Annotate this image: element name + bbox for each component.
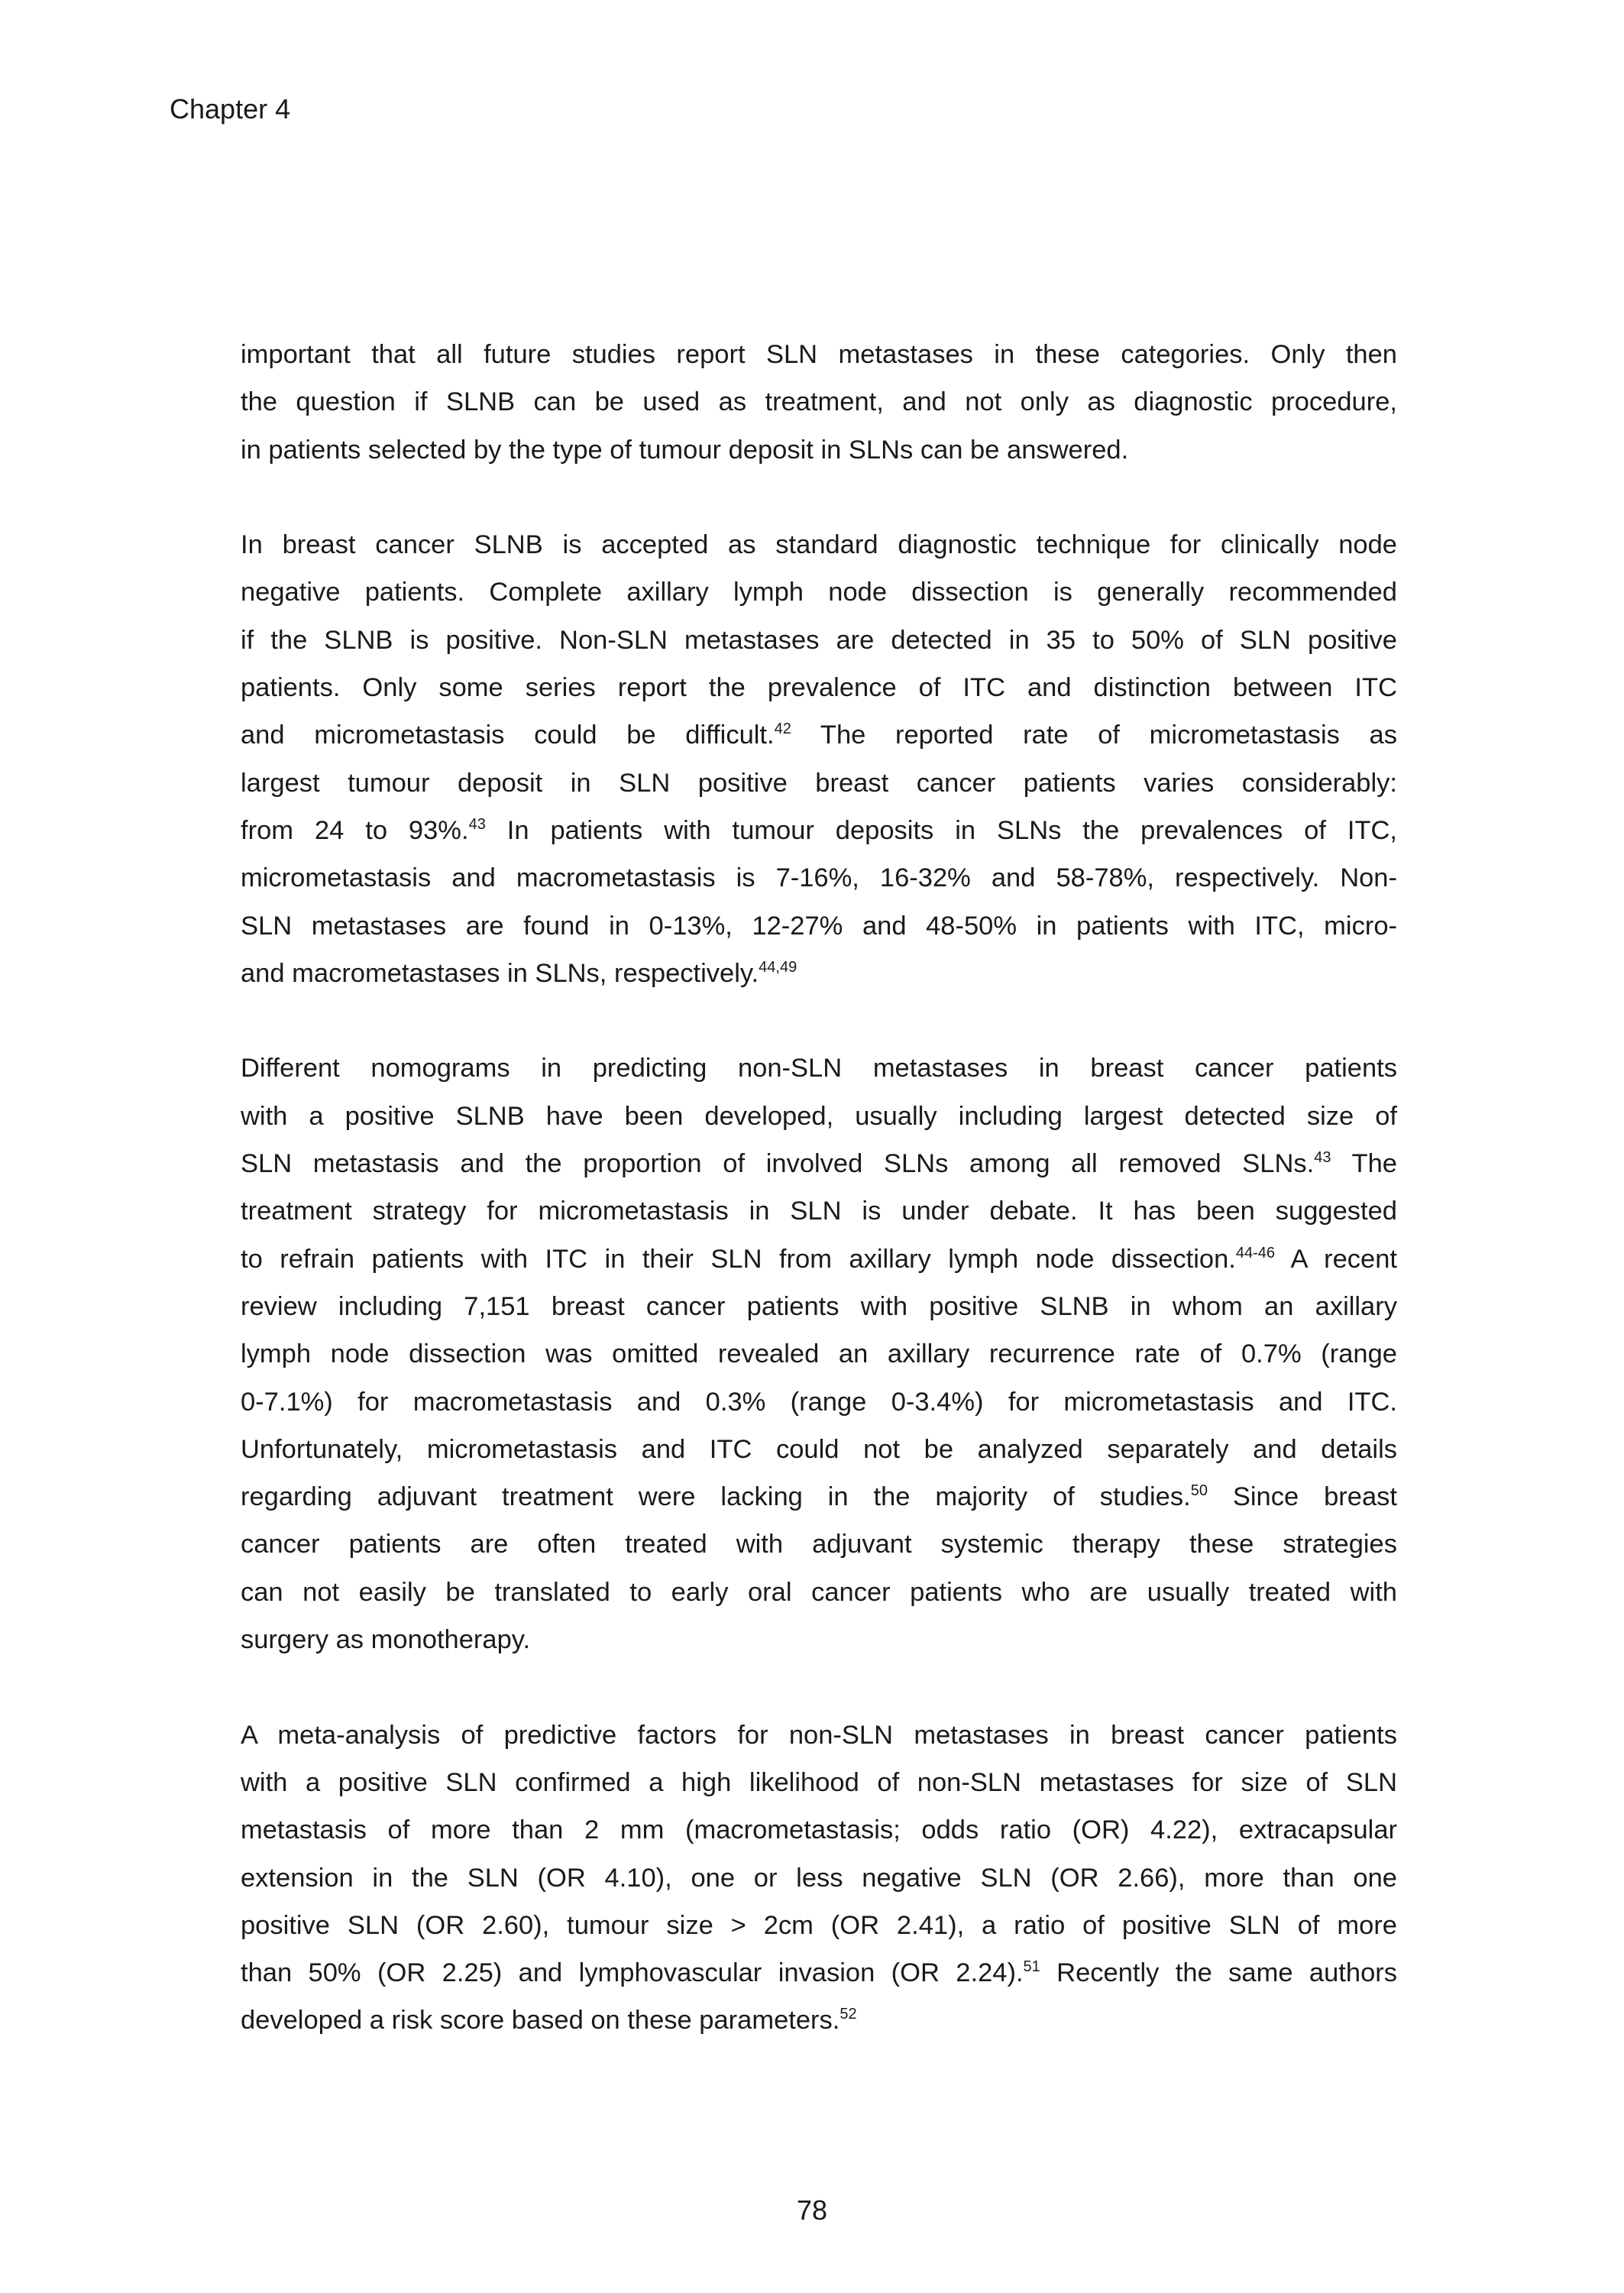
- text-line: [241, 759, 1397, 807]
- text-segment: A meta-analysis of predictive factors for non-SLN metastases in breast cancer patients: [241, 1720, 1397, 1750]
- text-line: [241, 1759, 1397, 1806]
- text-line: [241, 1712, 1397, 1759]
- text-segment: 0-7.1%) for macrometastasis and 0.3% (range 0-3.4%) for micrometastasis and ITC.: [241, 1387, 1397, 1417]
- citation-superscript: 44-46: [1235, 1244, 1276, 1261]
- text-line: [241, 1378, 1397, 1426]
- text-line: [241, 568, 1397, 616]
- text-segment: positive SLN (OR 2.60), tumour size > 2cm (OR 2.41), a ratio of positive SLN of more: [241, 1910, 1397, 1940]
- text-line: [241, 378, 1397, 426]
- text-segment: Unfortunately, micrometastasis and ITC could not be analyzed separately and details: [241, 1434, 1397, 1464]
- text-segment: and macrometastases in SLNs, respectively.: [241, 958, 759, 988]
- citation-superscript: 52: [839, 2006, 857, 2023]
- text-segment: treatment strategy for micrometastasis in SLN is under debate. It has been suggested: [241, 1197, 1397, 1226]
- text-line: [241, 1426, 1397, 1473]
- text-line: [241, 1949, 1397, 1997]
- text-line: [241, 854, 1397, 902]
- text-line: [241, 902, 1397, 950]
- text-segment: In breast cancer SLNB is accepted as standard diagnostic technique for clinically node: [241, 530, 1397, 560]
- text-segment: The reported rate of micrometastasis as: [791, 721, 1397, 750]
- paragraph: [241, 521, 1397, 997]
- text-line: [241, 807, 1397, 854]
- text-line: [241, 617, 1397, 664]
- text-line: [241, 711, 1397, 759]
- text-line: [241, 1187, 1397, 1235]
- text-segment: developed a risk score based on these parameters.: [241, 2006, 840, 2036]
- text-segment: In patients with tumour deposits in SLNs the prevalences of ITC,: [485, 815, 1398, 845]
- text-segment: with a positive SLN confirmed a high likelihood of non-SLN metastases for size of SLN: [241, 1767, 1397, 1797]
- text-segment: regarding adjuvant treatment were lacking in the majority of studies.: [241, 1482, 1191, 1512]
- page-number: 78: [796, 2194, 828, 2226]
- text-line: [241, 1854, 1397, 1902]
- text-segment: SLN metastasis and the proportion of involved SLNs among all removed SLNs.: [241, 1149, 1315, 1179]
- text-line: [241, 950, 1397, 997]
- text-segment: extension in the SLN (OR 4.10), one or less negative SLN (OR 2.66), more than one: [241, 1863, 1397, 1893]
- text-line: [241, 331, 1397, 378]
- text-line: [241, 1902, 1397, 1949]
- text-line: [241, 1140, 1397, 1187]
- text-segment: micrometastasis and macrometastasis is 7-16%, 16-32% and 58-78%, respectively. Non-: [241, 863, 1397, 893]
- text-line: [241, 1283, 1397, 1330]
- text-segment: A recent: [1275, 1244, 1397, 1274]
- text-segment: metastasis of more than 2 mm (macrometastasis; odds ratio (OR) 4.22), extracapsular: [241, 1815, 1397, 1845]
- text-segment: surgery as monotherapy.: [241, 1625, 531, 1655]
- text-segment: patients. Only some series report the prevalence of ITC and distinction between ITC: [241, 673, 1397, 703]
- text-line: [241, 1806, 1397, 1854]
- paragraph: [241, 1044, 1397, 1663]
- text-segment: SLN metastases are found in 0-13%, 12-27% and 48-50% in patients with ITC, micro-: [241, 911, 1397, 941]
- text-line: [241, 664, 1397, 711]
- text-segment: review including 7,151 breast cancer patients with positive SLNB in whom an axillary: [241, 1291, 1397, 1321]
- citation-superscript: 42: [774, 721, 791, 738]
- body-text: [241, 331, 1397, 2092]
- text-line: [241, 1044, 1397, 1092]
- text-segment: important that all future studies report SLN metastases in these categories. Only then: [241, 340, 1397, 369]
- citation-superscript: 50: [1190, 1482, 1208, 1500]
- text-segment: if the SLNB is positive. Non-SLN metastases are detected in 35 to 50% of SLN positive: [241, 625, 1397, 655]
- citation-superscript: 43: [1314, 1149, 1331, 1167]
- text-segment: to refrain patients with ITC in their SLN from axillary lymph node dissection.: [241, 1244, 1236, 1274]
- text-line: [241, 1997, 1397, 2044]
- citation-superscript: 43: [468, 815, 486, 833]
- text-segment: can not easily be translated to early oral cancer patients who are usually treated with: [241, 1577, 1397, 1607]
- text-segment: and micrometastasis could be difficult.: [241, 721, 775, 750]
- paragraph: [241, 331, 1397, 474]
- running-header: Chapter 4: [170, 93, 291, 125]
- text-segment: than 50% (OR 2.25) and lymphovascular invasion (OR 2.24).: [241, 1958, 1024, 1988]
- text-segment: Since breast: [1207, 1482, 1397, 1512]
- text-segment: Recently the same authors: [1040, 1958, 1397, 1988]
- text-line: [241, 521, 1397, 568]
- text-line: [241, 1330, 1397, 1378]
- text-segment: in patients selected by the type of tumour deposit in SLNs can be answered.: [241, 435, 1129, 465]
- text-segment: The: [1331, 1149, 1397, 1179]
- text-segment: from 24 to 93%.: [241, 815, 469, 845]
- citation-superscript: 51: [1023, 1958, 1040, 1976]
- paragraph: [241, 1712, 1397, 2045]
- text-segment: lymph node dissection was omitted revealed an axillary recurrence rate of 0.7% (range: [241, 1339, 1397, 1369]
- text-line: [241, 1236, 1397, 1283]
- text-segment: cancer patients are often treated with adjuvant systemic therapy these strategies: [241, 1530, 1397, 1559]
- citation-superscript: 44,49: [759, 958, 797, 976]
- text-line: [241, 426, 1397, 474]
- text-line: [241, 1521, 1397, 1568]
- text-segment: largest tumour deposit in SLN positive breast cancer patients varies considerably:: [241, 768, 1397, 798]
- text-segment: negative patients. Complete axillary lymph node dissection is generally recommended: [241, 578, 1397, 607]
- text-line: [241, 1616, 1397, 1663]
- text-segment: with a positive SLNB have been developed, usually including largest detected size of: [241, 1101, 1397, 1131]
- text-segment: the question if SLNB can be used as treatment, and not only as diagnostic procedure,: [241, 387, 1397, 417]
- text-line: [241, 1473, 1397, 1521]
- text-line: [241, 1093, 1397, 1140]
- text-line: [241, 1569, 1397, 1616]
- text-segment: Different nomograms in predicting non-SLN metastases in breast cancer patients: [241, 1054, 1397, 1083]
